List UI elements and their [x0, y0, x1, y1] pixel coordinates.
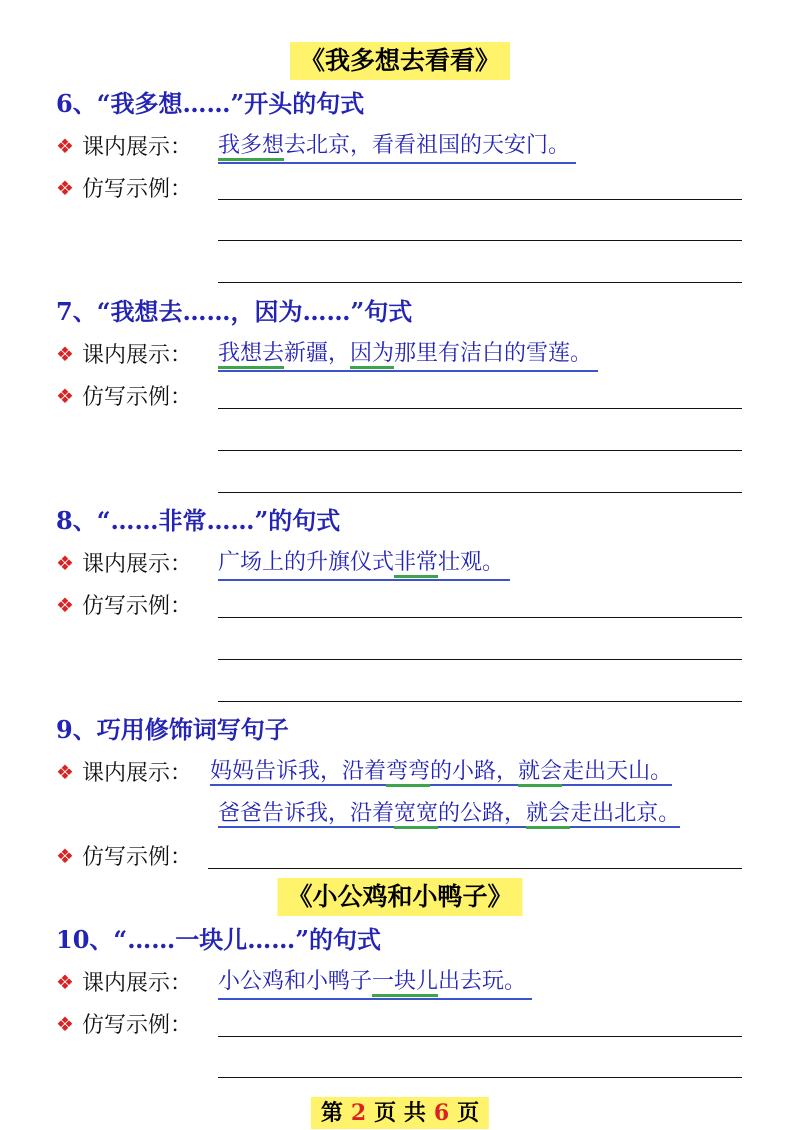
example-text: 妈妈告诉我，沿着: [210, 759, 387, 784]
practice-label: 仿写示例：: [82, 177, 193, 202]
answer-line[interactable]: [208, 868, 742, 869]
example-text: 爸爸告诉我，沿着: [218, 801, 395, 826]
diamond-icon: ❖: [56, 843, 74, 868]
demo-label: 课内展示：: [82, 552, 193, 577]
answer-line[interactable]: [218, 408, 742, 409]
answer-line[interactable]: [218, 659, 742, 660]
example-keyword: 我多想: [218, 133, 284, 161]
diamond-icon: ❖: [56, 383, 74, 408]
practice-label: 仿写示例：: [82, 1013, 193, 1038]
example-keyword: 一块儿: [372, 969, 438, 997]
total-page-number: 6: [433, 1100, 450, 1126]
section-8-practice-row: [56, 589, 192, 623]
section-6-heading: 6、“我多想……”开头的句式: [56, 89, 365, 118]
diamond-icon: ❖: [56, 133, 74, 158]
example-text: 那里有洁白的雪莲。: [394, 341, 593, 366]
example-keyword: 我想去: [218, 341, 284, 369]
practice-label: 仿写示例：: [82, 845, 193, 870]
example-keyword: 就会: [518, 759, 562, 787]
section-9-practice-row: [56, 840, 192, 874]
section-10-practice-row: [56, 1008, 192, 1042]
example-text: 走出天山。: [562, 759, 673, 784]
example-keyword: 宽宽: [394, 801, 438, 829]
section-7-example: [218, 338, 598, 372]
example-text: 壮观。: [438, 550, 505, 575]
footer-suffix: 页: [457, 1100, 480, 1126]
section-9-heading: 9、巧用修饰词写句子: [56, 715, 289, 744]
section-9-example-2: [218, 798, 686, 830]
current-page-number: 2: [350, 1100, 367, 1126]
section-10-example: [218, 966, 532, 1000]
diamond-icon: ❖: [56, 969, 74, 994]
example-text: 小公鸡和小鸭子: [218, 969, 373, 994]
example-text: 广场上的升旗仪式: [218, 550, 395, 575]
section-9-demo-row: [56, 756, 192, 790]
page-footer: [311, 1097, 489, 1129]
answer-line[interactable]: [218, 199, 742, 200]
footer-middle: 页 共: [374, 1100, 426, 1126]
section-6-example: [218, 130, 576, 164]
diamond-icon: ❖: [56, 175, 74, 200]
practice-label: 仿写示例：: [82, 385, 193, 410]
answer-line[interactable]: [218, 240, 742, 241]
practice-label: 仿写示例：: [82, 594, 193, 619]
diamond-icon: ❖: [56, 592, 74, 617]
example-keyword: 非常: [394, 550, 438, 578]
example-text: 出去玩。: [438, 969, 527, 994]
answer-line[interactable]: [218, 701, 742, 702]
section-6-demo-row: [56, 130, 192, 164]
example-text: 新疆，: [284, 341, 351, 366]
section-8-example: [218, 547, 510, 581]
section-7-demo-row: [56, 338, 192, 372]
example-keyword: 因为: [350, 341, 394, 369]
section-6-practice-row: [56, 172, 192, 206]
section-8-heading: 8、“……非常……”的句式: [56, 506, 341, 535]
lesson-title-1: 《我多想去看看》: [290, 42, 510, 80]
demo-label: 课内展示：: [82, 971, 193, 996]
answer-line[interactable]: [218, 1036, 742, 1037]
example-keyword: 弯弯: [386, 759, 430, 787]
example-keyword: 就会: [526, 801, 570, 829]
diamond-icon: ❖: [56, 341, 74, 366]
example-text: 的公路，: [438, 801, 527, 826]
footer-prefix: 第: [320, 1100, 343, 1126]
answer-line[interactable]: [218, 617, 742, 618]
demo-label: 课内展示：: [82, 343, 193, 368]
diamond-icon: ❖: [56, 1011, 74, 1036]
section-7-practice-row: [56, 380, 192, 414]
section-9-example-1: [210, 756, 678, 788]
example-text: 走出北京。: [570, 801, 681, 826]
answer-line[interactable]: [218, 450, 742, 451]
answer-line[interactable]: [218, 492, 742, 493]
demo-label: 课内展示：: [82, 135, 193, 160]
answer-line[interactable]: [218, 1077, 742, 1078]
section-10-heading: 10、“……一块儿……”的句式: [56, 925, 382, 954]
example-text: 的小路，: [430, 759, 519, 784]
example-text: 去北京，看看祖国的天安门。: [284, 133, 571, 158]
demo-label: 课内展示：: [82, 761, 193, 786]
diamond-icon: ❖: [56, 759, 74, 784]
answer-line[interactable]: [218, 282, 742, 283]
section-7-heading: 7、“我想去……，因为……”句式: [56, 297, 413, 326]
lesson-title-2: 《小公鸡和小鸭子》: [277, 878, 522, 916]
diamond-icon: ❖: [56, 550, 74, 575]
section-8-demo-row: [56, 547, 192, 581]
section-10-demo-row: [56, 966, 192, 1000]
